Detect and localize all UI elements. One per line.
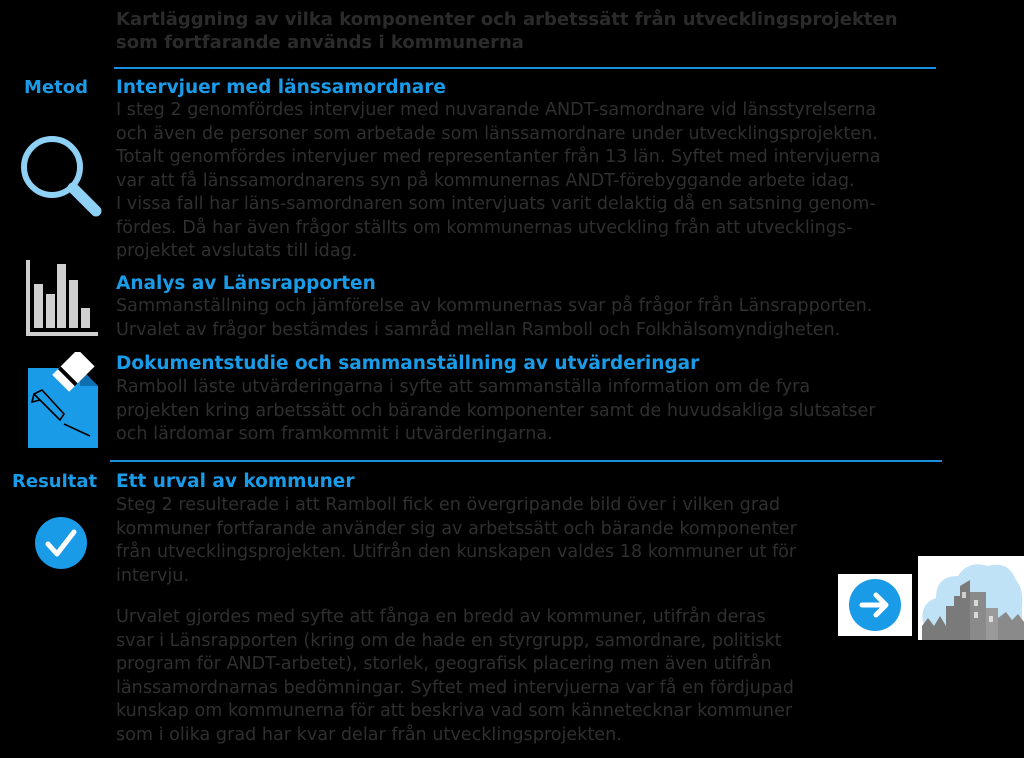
section-title-lansrapporten: Analys av Länsrapporten <box>116 273 376 294</box>
text-line: länssamordnarnas bedömningar. Syftet med intervjuerna var få en fördjupad <box>116 677 794 698</box>
text-line: och lärdomar som framkommit i utvärderingarna. <box>116 424 553 444</box>
text-line: Urvalet av frågor bestämdes i samråd mellan Ramboll och Folkhälsomyndigheten. <box>116 319 841 340</box>
text-line: Steg 2 resulterade i att Ramboll fick en övergripande bild över i vilken grad <box>116 495 781 515</box>
section-body-lansrapporten <box>116 295 872 342</box>
metod-label: Metod <box>24 77 88 98</box>
text-line: kommuner fortfarande använder sig av arbetssätt och bärande komponenter <box>116 518 797 539</box>
text-line: kunskap om kommunerna för att beskriva vad som kännetecknar kommuner <box>116 701 793 721</box>
header-divider <box>114 67 936 69</box>
text-line: Sammanställning och jämförelse av kommunernas svar på frågor från Länsrapporten. <box>116 296 873 316</box>
resultat-divider <box>110 460 942 462</box>
text-line: I steg 2 genomfördes intervjuer med nuvarande ANDT-samordnare vid länsstyrelserna <box>116 100 877 120</box>
text-line: I vissa fall har läns-samordnaren som intervjuats varit delaktig då en satsning genom- <box>116 194 876 214</box>
text-line: som i olika grad har kvar delar från utvecklingsprojekten. <box>116 724 622 745</box>
text-line: projektet avslutats till idag. <box>116 241 358 261</box>
text-line: Ramboll läste utvärderingarna i syfte att sammanställa information om de fyra <box>116 377 811 397</box>
document-pencil-icon <box>20 352 120 452</box>
text-line: svar i Länsrapporten (kring om de hade en styrgrupp, samordnare, politiskt <box>116 630 782 651</box>
resultat-paragraph-1 <box>116 494 797 588</box>
section-title-urval: Ett urval av kommuner <box>116 471 355 492</box>
text-line: intervju. <box>116 565 190 586</box>
resultat-paragraph-2 <box>116 606 794 747</box>
text-line: program för ANDT-arbetet), storlek, geografisk placering men även utifrån <box>116 654 772 674</box>
text-line: var att få länssamordnarens syn på kommunernas ANDT-förebyggande arbete idag. <box>116 170 855 191</box>
text-line: Urvalet gjordes med syfte att fånga en bredd av kommuner, utifrån deras <box>116 607 766 627</box>
magnifier-icon <box>16 132 106 220</box>
text-line: och även de personer som arbetade som länssamordnare under utvecklingsprojekten. <box>116 123 878 144</box>
resultat-label: Resultat <box>12 471 98 492</box>
page-title: Kartläggning av vilka komponenter och arbetssätt från utvecklingsprojekten som fortfarande används i kommunerna <box>116 9 898 53</box>
section-body-dokumentstudie <box>116 376 876 447</box>
section-body-intervjuer <box>116 99 881 264</box>
section-title-intervjuer: Intervjuer med länssamordnare <box>116 77 446 98</box>
arrow-panel <box>838 574 912 636</box>
bar-chart-icon <box>22 258 100 340</box>
checkmark-icon <box>34 516 88 570</box>
text-line: fördes. Då har även frågor ställts om kommunernas utveckling från att utvecklings- <box>116 217 853 238</box>
text-line: projekten kring arbetssätt och bärande komponenter samt de huvudsakliga slutsatser <box>116 400 876 421</box>
arrow-right-icon <box>838 574 912 636</box>
text-line: Totalt genomfördes intervjuer med representanter från 13 län. Syftet med intervjuerna <box>116 147 881 167</box>
section-title-dokumentstudie: Dokumentstudie och sammanställning av utvärderingar <box>116 353 700 374</box>
text-line: från utvecklingsprojekten. Utifrån den kunskapen valdes 18 kommuner ut för <box>116 542 797 562</box>
city-cloud-icon <box>918 556 1024 640</box>
